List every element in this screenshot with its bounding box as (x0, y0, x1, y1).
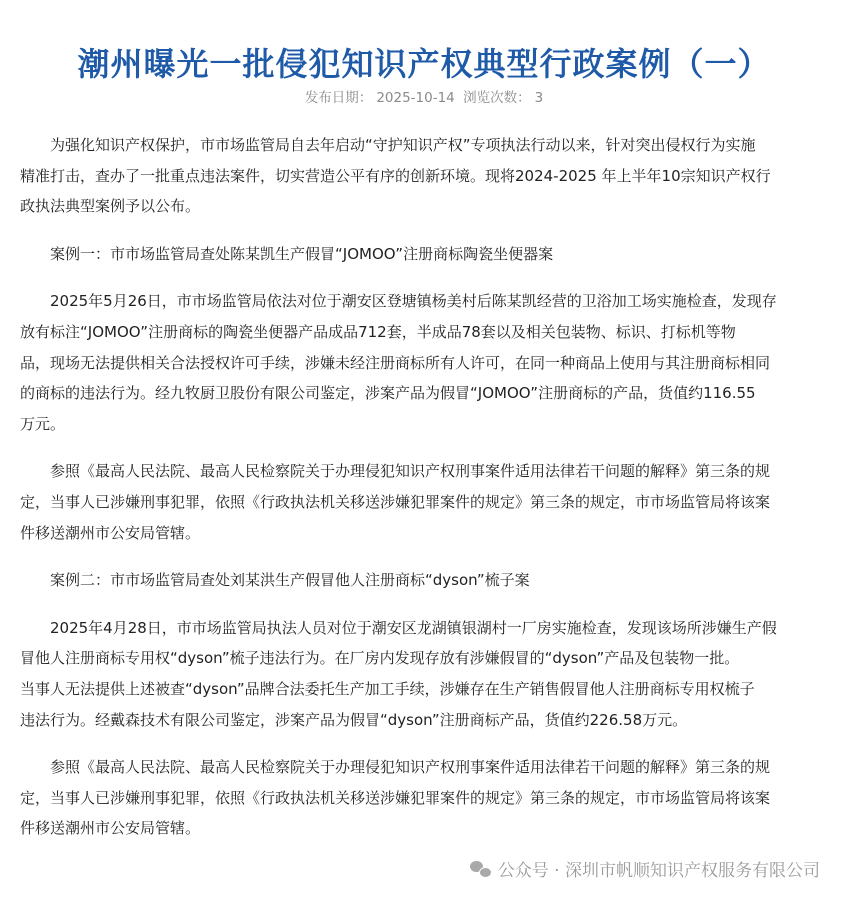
paragraph-line: 为强化知识产权保护，市市场监管局自去年启动“守护知识产权”专项执法行动以来，针对突出侵权行为实施 (50, 136, 756, 154)
paragraph-line: 定，当事人已涉嫌刑事犯罪，依照《行政执法机关移送涉嫌犯罪案件的规定》第三条的规定，市市场监管局将该案 (20, 492, 771, 511)
paragraph-line: 参照《最高人民法院、最高人民检察院关于办理侵犯知识产权刑事案件适用法律若干问题的解释》第三条的规 (50, 758, 771, 777)
paragraph-line: 件移送潮州市公安局管辖。 (20, 819, 201, 838)
paragraph-line: 参照《最高人民法院、最高人民检察院关于办理侵犯知识产权刑事案件适用法律若干问题的解释》第三条的规 (50, 462, 771, 481)
paragraph-line: 案例二：市市场监管局查处刘某洪生产假冒他人注册商标“dyson”梳子案 (50, 571, 530, 590)
paragraph-line: 违法行为。经戴森技术有限公司鉴定，涉案产品为假冒“dyson”注册商标产品，货值约226.58万元。 (20, 710, 688, 729)
paragraph-line: 2025年5月26日，市市场监管局依法对位于潮安区登塘镇杨美村后陈某凯经营的卫浴加工场实施检查，发现存 (50, 292, 777, 311)
body-paragraph (20, 613, 828, 735)
body-paragraph (20, 286, 828, 439)
paragraph-line: 放有标注“JOMOO”注册商标的陶瓷坐便器产品成品712套，半成品78套以及相关包装物、标识、打标机等物 (20, 322, 736, 341)
paragraph-line: 品，现场无法提供相关合法授权许可手续，涉嫌未经注册商标所有人许可，在同一种商品上使用与其注册商标相同 (20, 353, 771, 372)
publish-date: 2025-10-14 (376, 90, 455, 106)
wechat-icon (470, 860, 492, 878)
views-label: 浏览次数： (463, 90, 531, 106)
paragraph-line: 当事人无法提供上述被查“dyson”品牌合法委托生产加工手续，涉嫌存在生产销售假冒他人注册商标专用权梳子 (20, 679, 755, 698)
body-paragraph (20, 130, 828, 222)
body-paragraph (20, 456, 828, 548)
paragraph-line: 案例一：市市场监管局查处陈某凯生产假冒“JOMOO”注册商标陶瓷坐便器案 (50, 244, 554, 263)
case-heading (20, 239, 828, 270)
paragraph-line: 件移送潮州市公安局管辖。 (20, 523, 201, 542)
paragraph-line: 冒他人注册商标专用权“dyson”梳子违法行为。在厂房内发现存放有涉嫌假冒的“dyson”产品及包装物一批。 (20, 649, 740, 668)
watermark-text: 公众号 · 深圳市帆顺知识产权服务有限公司 (497, 861, 820, 881)
paragraph-line: 的商标的违法行为。经九牧厨卫股份有限公司鉴定，涉案产品为假冒“JOMOO”注册商标的产品，货值约116.55 (20, 384, 756, 403)
case-heading (20, 565, 828, 596)
watermark (468, 856, 822, 881)
paragraph-line: 定，当事人已涉嫌刑事犯罪，依照《行政执法机关移送涉嫌犯罪案件的规定》第三条的规定，市市场监管局将该案 (20, 788, 771, 807)
paragraph-line: 万元。 (20, 414, 66, 433)
paragraph-line: 精准打击，查办了一批重点违法案件，切实营造公平有序的创新环境。现将2024-2025 年上半年10宗知识产权行 (20, 166, 771, 185)
page-title: 潮州曝光一批侵犯知识产权典型行政案例（一） (77, 45, 771, 84)
paragraph-line: 2025年4月28日，市市场监管局执法人员对位于潮安区龙湖镇银湖村一厂房实施检查，发现该场所涉嫌生产假 (50, 618, 777, 637)
body-paragraph (20, 752, 828, 844)
article-body (20, 130, 828, 861)
publish-date-label: 发布日期： (304, 90, 373, 106)
article-meta (0, 86, 848, 106)
views-count: 3 (534, 90, 544, 106)
paragraph-line: 政执法典型案例予以公布。 (20, 197, 201, 216)
